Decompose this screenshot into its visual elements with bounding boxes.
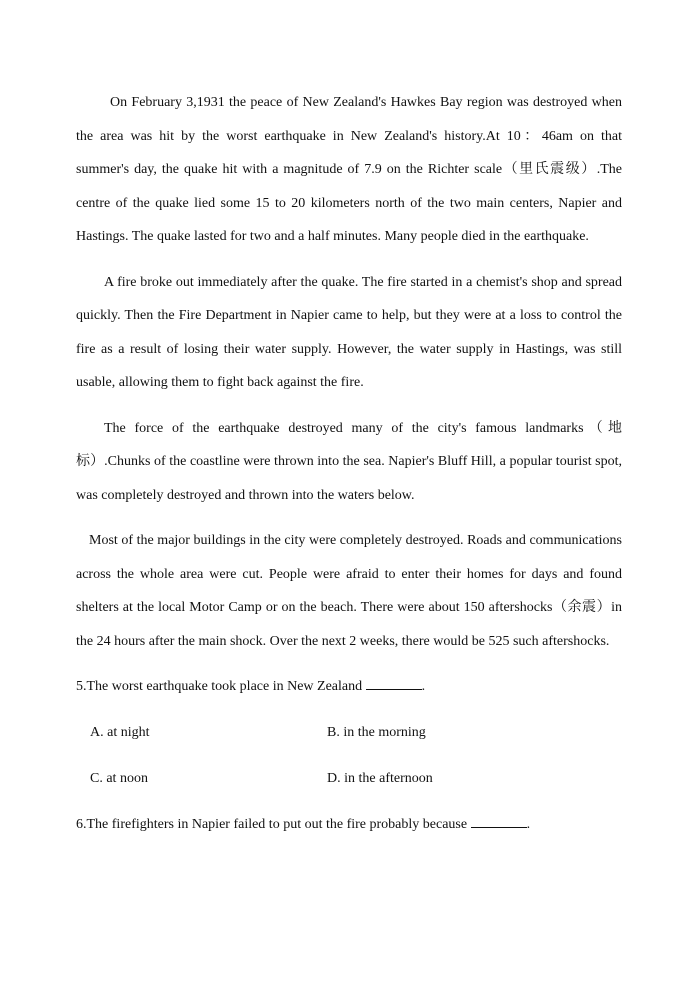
answer-blank bbox=[471, 815, 527, 828]
question-5-options bbox=[76, 716, 622, 796]
option-b: B. in the morning bbox=[327, 724, 426, 740]
question-6-text: 6.The firefighters in Napier failed to put out the fire probably because bbox=[76, 816, 471, 832]
option-d: D. in the afternoon bbox=[327, 771, 433, 786]
question-5-end: . bbox=[421, 679, 426, 694]
paragraph-1: On February 3,1931 the peace of New Zealand's Hawkes Bay region was destroyed when the area was hit by the worst earthquake in New Zealand's history.At 10：46am on that summer's day, the quake hit with a magnitude of 7.9 on the Richter scale（里氏震级）.The centre of the quake lied some 15 to 20 kilometers north of the two main centers, Napier and Hastings. The quake lasted for two and a half minutes. Many people died in the earthquake. bbox=[76, 95, 622, 244]
paragraph-2: A fire broke out immediately after the quake. The fire started in a chemist's shop and spread quickly. Then the Fire Department in Napier came to help, but they were at a loss to control the fire as a result of losing their water supply. However, the water supply in Hastings, was still usable, allowing them to fight back against the fire. bbox=[76, 274, 622, 390]
document-page bbox=[76, 86, 622, 841]
question-6-end: . bbox=[526, 816, 531, 832]
question-5-text: 5.The worst earthquake took place in New Zealand bbox=[76, 679, 366, 694]
option-c: C. at noon bbox=[90, 771, 148, 786]
answer-blank bbox=[366, 677, 422, 690]
question-6 bbox=[76, 808, 622, 842]
paragraph-3: The force of the earthquake destroyed many of the city's famous landmarks（地标）.Chunks of the coastline were thrown into the sea. Napier's Bluff Hill, a popular tourist spot, was completely destroyed and thrown into the waters below. bbox=[76, 420, 622, 503]
options-row-2 bbox=[90, 762, 622, 796]
option-a: A. at night bbox=[90, 724, 150, 740]
options-row-1 bbox=[90, 716, 622, 750]
paragraph-4: Most of the major buildings in the city were completely destroyed. Roads and communications across the whole area were cut. People were afraid to enter their homes for days and found shelters at the local Motor Camp or on the beach. There were about 150 aftershocks（余震）in the 24 hours after the main shock. Over the next 2 weeks, there would be 525 such aftershocks. bbox=[76, 533, 622, 649]
question-5 bbox=[76, 670, 622, 704]
